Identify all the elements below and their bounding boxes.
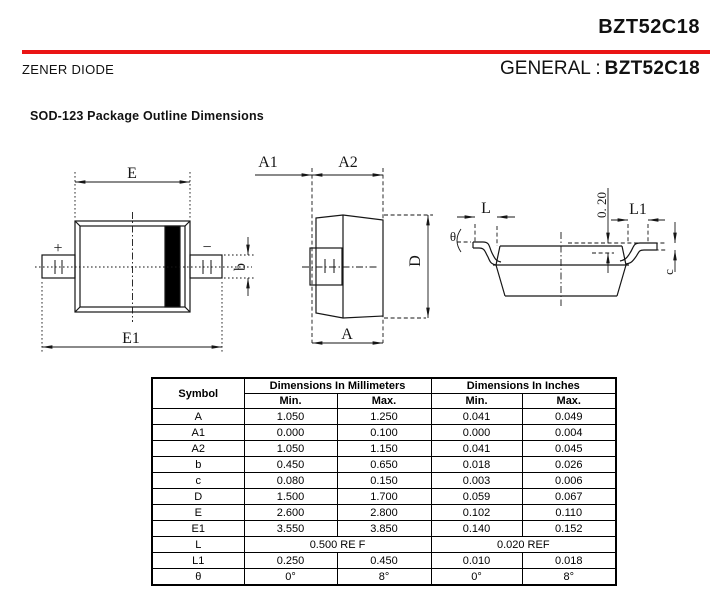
cell-mm-max: 1.150 (337, 441, 431, 457)
col-header-in-max: Max. (522, 394, 616, 409)
cell-in-max: 0.045 (522, 441, 616, 457)
cell-mm-min: 3.550 (244, 521, 337, 537)
section-heading: SOD-123 Package Outline Dimensions (30, 109, 264, 123)
cathode-mark: − (202, 239, 212, 256)
cell-symbol: b (152, 457, 244, 473)
dim-label-l: L (481, 200, 491, 217)
dim-label-l1: L1 (629, 201, 647, 218)
cell-in-max: 0.049 (522, 409, 616, 425)
cell-in-max: 0.110 (522, 505, 616, 521)
cell-mm-min: 0.000 (244, 425, 337, 441)
cell-mm-min: 1.050 (244, 409, 337, 425)
col-header-mm-min: Min. (244, 394, 337, 409)
cell-symbol: A (152, 409, 244, 425)
cell-in-min: 0.140 (431, 521, 522, 537)
table-row (152, 457, 616, 473)
dim-label-a: A (341, 326, 353, 343)
cell-in-max: 0.152 (522, 521, 616, 537)
table-row (152, 489, 616, 505)
dim-label-b: b (232, 263, 249, 271)
cell-mm-min: 1.050 (244, 441, 337, 457)
cell-in-max: 0.006 (522, 473, 616, 489)
cell-symbol: E1 (152, 521, 244, 537)
cell-mm-ref: 0.500 RE F (244, 537, 431, 553)
dim-label-e: E (127, 165, 137, 182)
cell-in-min: 0° (431, 569, 522, 586)
cell-in-min: 0.041 (431, 441, 522, 457)
dim-label-a2: A2 (338, 154, 358, 171)
cell-mm-min: 0° (244, 569, 337, 586)
table-row (152, 537, 616, 553)
cell-mm-min: 1.500 (244, 489, 337, 505)
cell-in-min: 0.059 (431, 489, 522, 505)
dim-label-e1: E1 (122, 330, 140, 347)
cell-mm-min: 0.080 (244, 473, 337, 489)
table-header-row (152, 378, 616, 394)
col-header-millimeters: Dimensions In Millimeters (244, 378, 431, 394)
anode-mark: + (53, 240, 63, 257)
dimensions-table (151, 377, 617, 586)
cell-in-min: 0.018 (431, 457, 522, 473)
general-prefix: GENERAL : (500, 58, 601, 79)
cell-in-max: 0.026 (522, 457, 616, 473)
dimensions-table-body (152, 409, 616, 586)
cell-mm-max: 0.150 (337, 473, 431, 489)
cell-symbol: θ (152, 569, 244, 586)
cell-in-min: 0.000 (431, 425, 522, 441)
cell-in-max: 0.018 (522, 553, 616, 569)
cell-mm-max: 8° (337, 569, 431, 586)
table-row (152, 521, 616, 537)
cell-in-max: 0.067 (522, 489, 616, 505)
product-type-label: ZENER DIODE (22, 62, 115, 77)
cell-mm-min: 0.250 (244, 553, 337, 569)
cell-in-min: 0.102 (431, 505, 522, 521)
general-part-number: BZT52C18 (604, 58, 700, 79)
col-header-inches: Dimensions In Inches (431, 378, 616, 394)
table-row (152, 505, 616, 521)
col-header-symbol: Symbol (152, 378, 244, 409)
cell-symbol: D (152, 489, 244, 505)
page-title: BZT52C18 (598, 16, 700, 38)
cell-in-max: 0.004 (522, 425, 616, 441)
table-row (152, 409, 616, 425)
col-header-mm-max: Max. (337, 394, 431, 409)
cell-mm-min: 2.600 (244, 505, 337, 521)
top-view-drawing (35, 172, 254, 352)
cell-mm-max: 2.800 (337, 505, 431, 521)
dim-label-theta: θ (449, 229, 457, 244)
dim-label-standoff: 0. 20 (594, 192, 609, 218)
cell-in-ref: 0.020 REF (431, 537, 616, 553)
cathode-band (165, 226, 180, 307)
dim-label-a1: A1 (258, 154, 278, 171)
cell-symbol: A1 (152, 425, 244, 441)
cell-symbol: L (152, 537, 244, 553)
cell-mm-max: 1.700 (337, 489, 431, 505)
cell-mm-min: 0.450 (244, 457, 337, 473)
cell-symbol: E (152, 505, 244, 521)
dim-label-c: c (661, 269, 676, 275)
cell-mm-max: 1.250 (337, 409, 431, 425)
cell-symbol: c (152, 473, 244, 489)
cell-mm-max: 0.450 (337, 553, 431, 569)
table-row (152, 553, 616, 569)
dim-label-d: D (407, 255, 424, 267)
table-row (152, 441, 616, 457)
cell-symbol: A2 (152, 441, 244, 457)
cell-in-min: 0.003 (431, 473, 522, 489)
cell-in-max: 8° (522, 569, 616, 586)
cell-mm-max: 0.650 (337, 457, 431, 473)
cell-in-min: 0.010 (431, 553, 522, 569)
cell-mm-max: 3.850 (337, 521, 431, 537)
cell-symbol: L1 (152, 553, 244, 569)
table-row (152, 473, 616, 489)
table-row (152, 425, 616, 441)
cell-in-min: 0.041 (431, 409, 522, 425)
table-row (152, 569, 616, 586)
cell-mm-max: 0.100 (337, 425, 431, 441)
col-header-in-min: Min. (431, 394, 522, 409)
